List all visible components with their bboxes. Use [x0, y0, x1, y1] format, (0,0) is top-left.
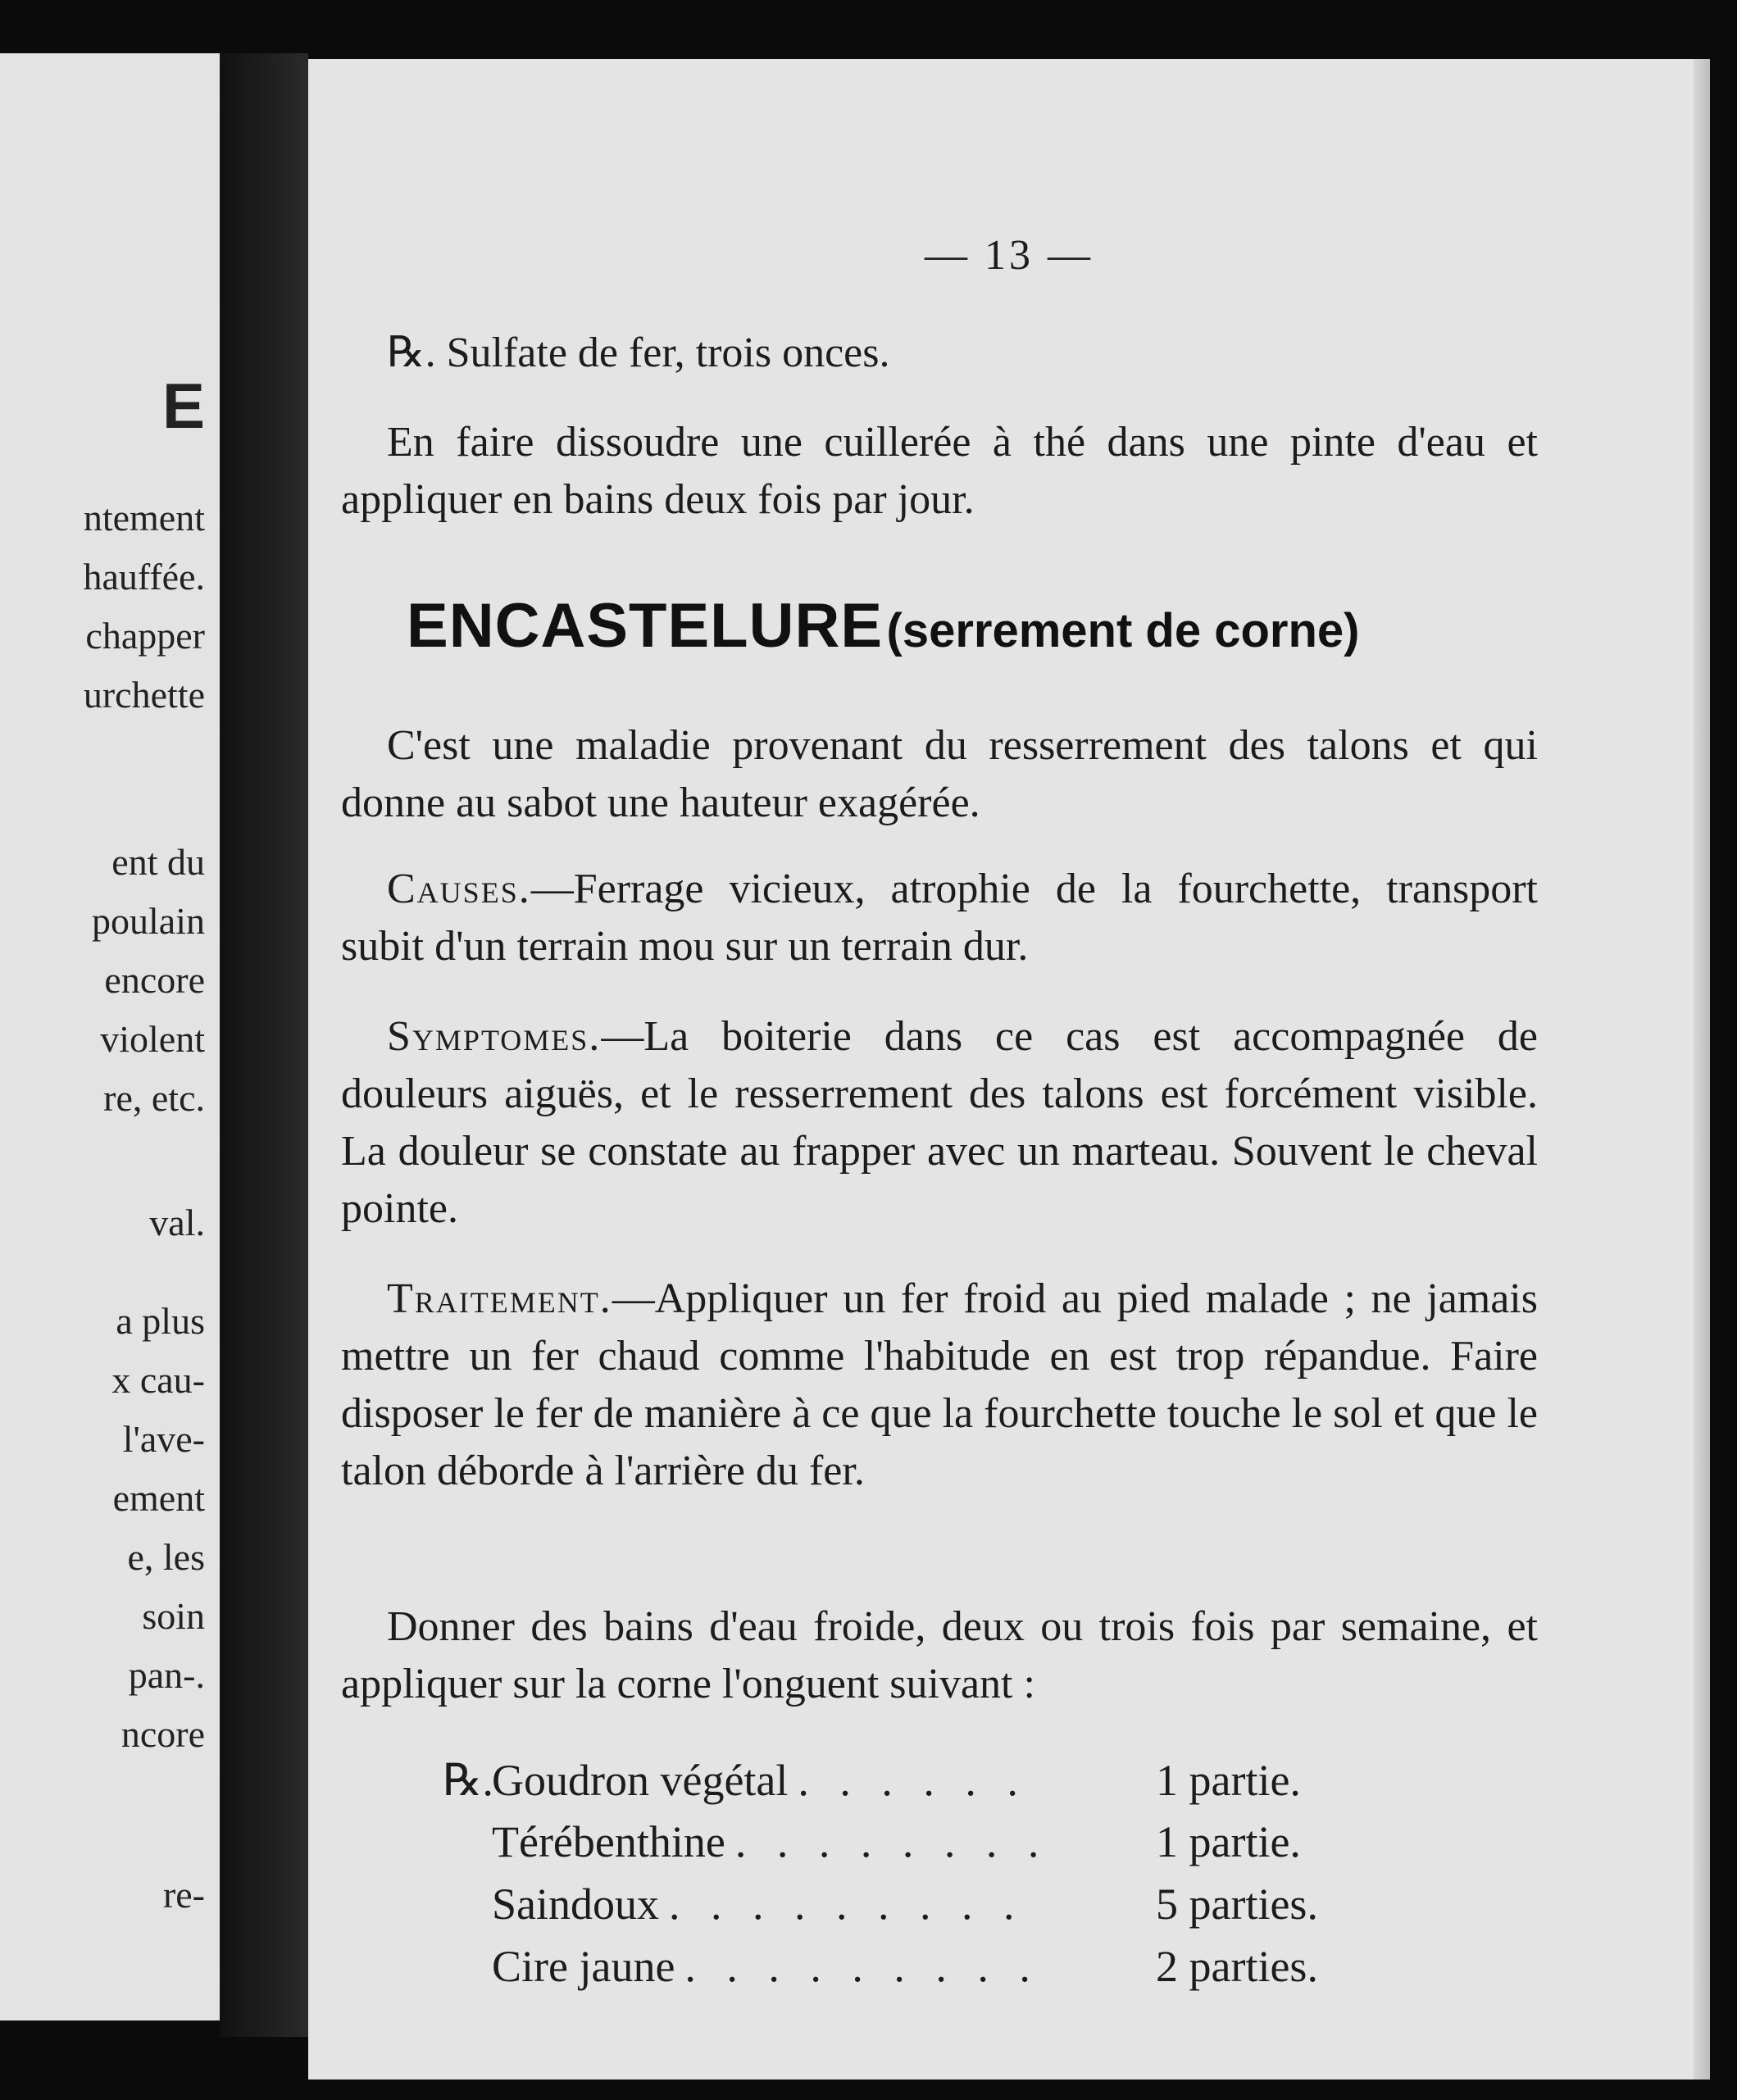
intro-paragraph: C'est une maladie provenant du resserrement des talons et qui donne au sabot une hauteur exagérée.	[341, 722, 1538, 826]
left-fragment: encore	[104, 959, 205, 1001]
ingredient-name: Saindoux	[492, 1880, 660, 1929]
ingredient-row	[443, 1754, 1394, 1816]
symptomes-label: Symptomes.	[387, 1013, 602, 1060]
left-fragment: re-	[162, 1874, 205, 1916]
ingredient-row	[443, 1941, 1394, 2003]
traitement-label: Traitement.	[387, 1275, 612, 1322]
prescription-line: ℞. Sulfate de fer, trois onces.	[387, 330, 890, 376]
left-fragment: ntement	[83, 497, 205, 539]
causes-label: Causes.	[387, 866, 531, 912]
leader-dots: . . . . . . . . .	[669, 1880, 1025, 1929]
left-fragment: l'ave-	[122, 1418, 205, 1460]
symptomes-paragraph	[341, 1008, 1538, 1238]
left-fragment: soin	[142, 1595, 205, 1637]
ingredient-name: Cire jaune	[492, 1942, 675, 1991]
baths-paragraph: Donner des bains d'eau froide, deux ou trois fois par semaine, et appliquer sur la corne l'onguent suivant :	[341, 1603, 1538, 1707]
ingredient-quantity: 2 parties.	[1156, 1942, 1318, 1991]
ingredient-quantity: 5 parties.	[1156, 1880, 1318, 1929]
page-edge	[1694, 59, 1710, 2080]
ingredient-row	[443, 1879, 1394, 1941]
heading-subtitle: (serrement de corne)	[886, 604, 1360, 657]
causes-text: —Ferrage vicieux, atrophie de la fourchette, transport subit d'un terrain mou sur un terrain dur.	[341, 866, 1538, 970]
left-fragment: ent du	[111, 841, 205, 883]
traitement-paragraph	[341, 1270, 1538, 1500]
leader-dots: . . . . . . . . .	[684, 1942, 1040, 1991]
ingredient-name: Goudron végétal	[492, 1756, 789, 1805]
ingredient-row	[443, 1816, 1394, 1879]
page-number: — 13 —	[925, 232, 1094, 279]
causes-paragraph	[341, 861, 1538, 975]
ingredient-quantity: 1 partie.	[1156, 1756, 1301, 1805]
left-fragment: pan-.	[128, 1654, 205, 1696]
book-gutter	[220, 53, 308, 2037]
left-fragment: urchette	[83, 674, 205, 716]
traitement-text: —Appliquer un fer froid au pied malade ; ne jamais mettre un fer chaud comme l'habitude en est trop répandue. Faire disposer le fer de manière à ce que la fourchette touche le sol et que le talon déborde à l'arrière du fer.	[341, 1275, 1538, 1494]
heading-title: ENCASTELURE	[407, 591, 884, 661]
rx-symbol: ℞.	[443, 1756, 493, 1805]
left-fragment: e, les	[127, 1536, 205, 1578]
left-fragment: E	[161, 370, 205, 442]
left-fragment: re, etc.	[103, 1077, 205, 1119]
left-fragment: val.	[149, 1202, 205, 1243]
ingredient-quantity: 1 partie.	[1156, 1817, 1301, 1866]
ingredient-list	[443, 1754, 1394, 2003]
left-fragment: chapper	[85, 615, 205, 657]
left-fragment: ncore	[120, 1713, 205, 1755]
left-facing-page	[0, 53, 220, 2020]
left-fragment: ement	[112, 1477, 205, 1519]
left-fragment: x cau-	[111, 1359, 205, 1401]
leader-dots: . . . . . . . .	[734, 1817, 1049, 1866]
section-heading	[407, 590, 1359, 661]
instruction-paragraph: En faire dissoudre une cuillerée à thé dans une pinte d'eau et appliquer en bains deux fois par jour.	[341, 419, 1538, 523]
left-fragment: a plus	[116, 1300, 205, 1342]
symptomes-text: —La boiterie dans ce cas est accompagnée de douleurs aiguës, et le resserrement des talons est forcément visible. La douleur se constate au frapper avec un marteau. Souvent le cheval pointe.	[341, 1013, 1538, 1232]
left-fragment: hauffée.	[83, 556, 205, 598]
left-fragment: violent	[100, 1018, 205, 1060]
leader-dots: . . . . . .	[798, 1756, 1028, 1805]
ingredient-name: Térébenthine	[492, 1817, 725, 1866]
left-fragment: poulain	[92, 900, 205, 942]
